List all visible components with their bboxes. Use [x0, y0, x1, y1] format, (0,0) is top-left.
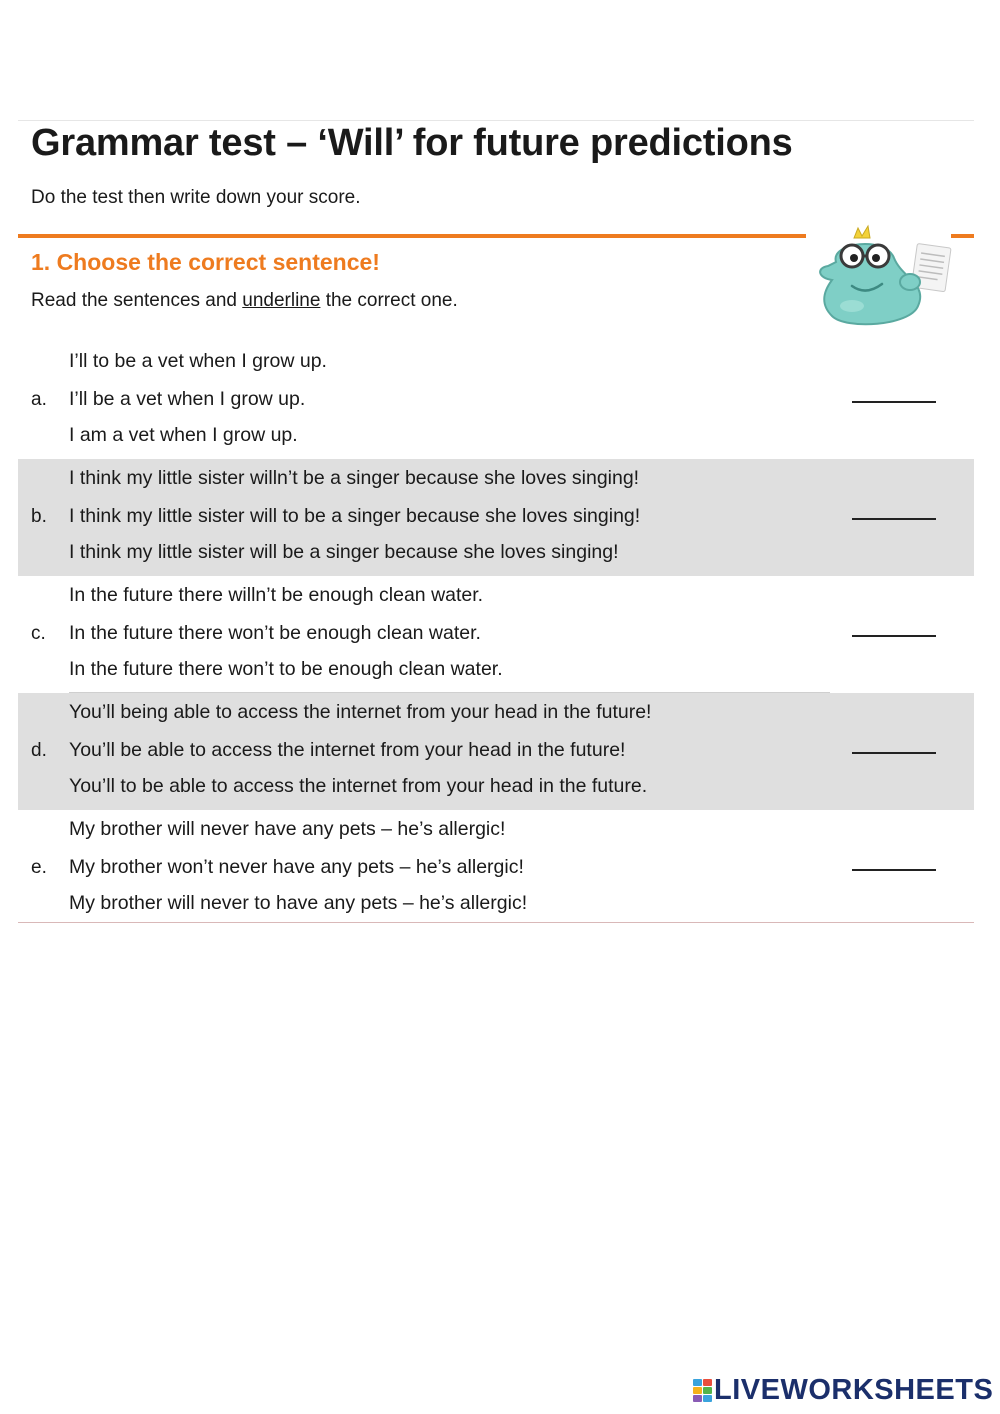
brand-text: LIVEWORKSHEETS: [714, 1373, 994, 1406]
option-sentence[interactable]: I think my little sister will to be a singer because she loves singing!: [69, 505, 641, 527]
option-sentence[interactable]: In the future there willn’t be enough clean water.: [69, 584, 484, 606]
option-sentence[interactable]: You’ll being able to access the internet from your head in the future!: [69, 701, 652, 723]
section-title: 1. Choose the correct sentence!: [31, 249, 380, 275]
answer-blank[interactable]: [852, 635, 936, 637]
question-item-b: [18, 459, 974, 576]
question-list: [18, 342, 974, 927]
question-item-e: [18, 810, 974, 927]
option-sentence[interactable]: You’ll be able to access the internet from your head in the future!: [69, 739, 626, 761]
item-letter: c.: [31, 623, 46, 644]
option-sentence[interactable]: In the future there won’t be enough clean water.: [69, 622, 481, 644]
answer-blank[interactable]: [852, 401, 936, 403]
option-sentence[interactable]: You’ll to be able to access the internet from your head in the future.: [69, 775, 648, 797]
item-letter: a.: [31, 389, 47, 410]
section-divider: [18, 234, 806, 238]
item-letter: e.: [31, 857, 47, 878]
option-sentence[interactable]: In the future there won’t to be enough clean water.: [69, 658, 503, 680]
item-letter: b.: [31, 506, 47, 527]
question-item-d: [18, 693, 974, 810]
item-letter: d.: [31, 740, 47, 761]
page-title: Grammar test – ‘Will’ for future predictions: [31, 122, 793, 164]
top-divider: [18, 120, 974, 121]
bottom-divider: [18, 922, 974, 923]
question-item-a: [18, 342, 974, 459]
option-sentence[interactable]: I’ll be a vet when I grow up.: [69, 388, 306, 410]
answer-blank[interactable]: [852, 518, 936, 520]
option-sentence[interactable]: I think my little sister willn’t be a singer because she loves singing!: [69, 467, 640, 489]
option-sentence[interactable]: I think my little sister will be a singer because she loves singing!: [69, 541, 619, 563]
page-subtitle: Do the test then write down your score.: [31, 187, 361, 208]
answer-blank[interactable]: [852, 869, 936, 871]
question-item-c: [18, 576, 974, 693]
liveworksheets-brand: [692, 1374, 993, 1406]
liveworksheets-logo-icon: [692, 1378, 712, 1402]
mascot-character-icon: [806, 224, 956, 334]
underline-word: underline: [242, 290, 321, 311]
option-sentence[interactable]: I’ll to be a vet when I grow up.: [69, 350, 327, 372]
option-sentence[interactable]: My brother will never have any pets – he’s allergic!: [69, 818, 506, 840]
option-sentence[interactable]: My brother won’t never have any pets – he’s allergic!: [69, 856, 524, 878]
answer-blank[interactable]: [852, 752, 936, 754]
section-instruction: Read the sentences and underline the correct one.: [31, 290, 458, 311]
option-sentence[interactable]: My brother will never to have any pets – he’s allergic!: [69, 892, 528, 914]
option-sentence[interactable]: I am a vet when I grow up.: [69, 424, 298, 446]
